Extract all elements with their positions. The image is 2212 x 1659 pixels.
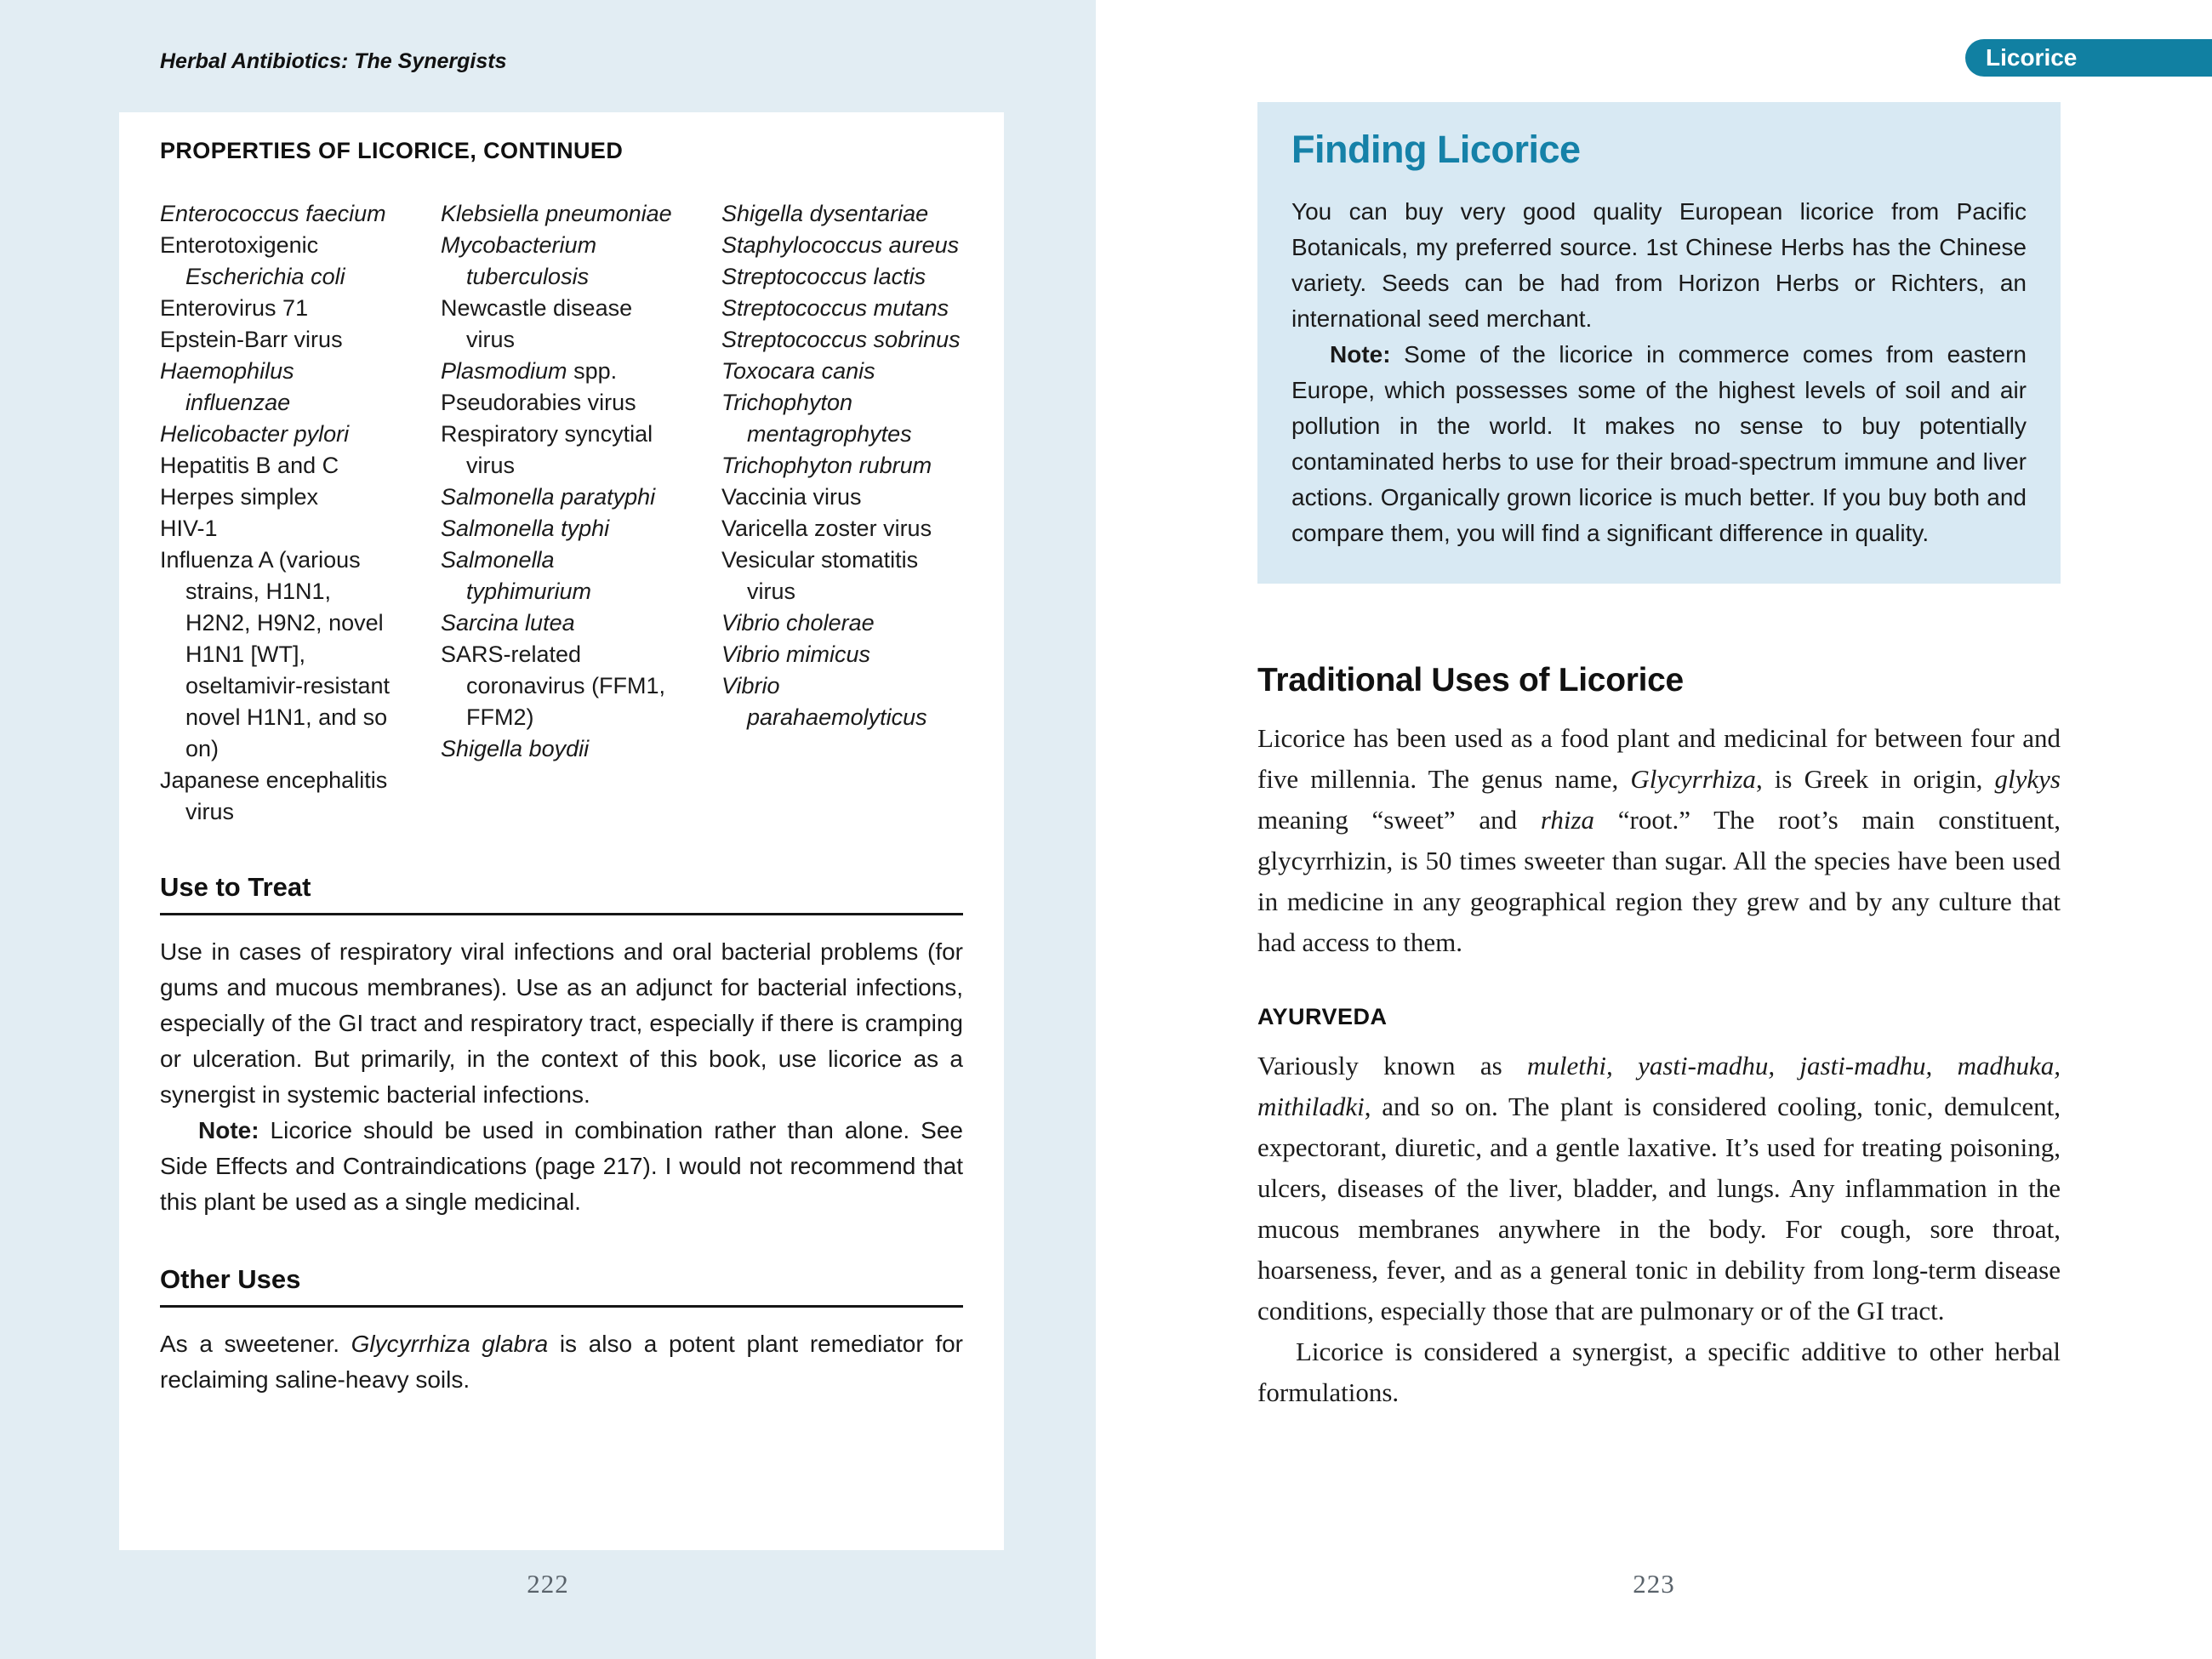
use-to-treat-note: Note: Licorice should be used in combination rather than alone. See Side Effects and Contraindications (page 217). I would not recommend that this plant be used as a single medicinal. bbox=[160, 1117, 963, 1215]
pathogen-item: Trichophyton rubrum bbox=[721, 453, 932, 478]
left-page bbox=[0, 0, 1096, 1659]
pathogen-item: Vibrio mimicus bbox=[721, 641, 871, 667]
pathogen-item: Sarcina lutea bbox=[441, 610, 575, 636]
pathogen-item: Vesicular stomatitis virus bbox=[721, 547, 919, 604]
page-number-right: 223 bbox=[1633, 1569, 1675, 1599]
traditional-uses-heading: Traditional Uses of Licorice bbox=[1257, 662, 1684, 698]
other-uses-heading: Other Uses bbox=[160, 1264, 301, 1294]
pathogen-item: Epstein-Barr virus bbox=[160, 327, 343, 352]
section-rule bbox=[160, 1305, 963, 1308]
pathogen-item: Herpes simplex bbox=[160, 484, 319, 510]
pathogen-item: Streptococcus lactis bbox=[721, 264, 926, 289]
pathogen-item: Trichophyton mentagrophytes bbox=[721, 390, 912, 447]
pathogen-item: Newcastle disease virus bbox=[441, 295, 633, 352]
pathogen-column bbox=[721, 198, 963, 828]
running-header: Herbal Antibiotics: The Synergists bbox=[160, 49, 507, 73]
other-uses-section bbox=[160, 1264, 963, 1398]
pathogen-item: HIV-1 bbox=[160, 516, 218, 541]
pathogen-column bbox=[160, 198, 402, 828]
other-uses-paragraph: As a sweetener. Glycyrrhiza glabra is also a potent plant remediator for reclaiming saline-heavy soils. bbox=[160, 1331, 963, 1393]
pathogen-item: Vibrio parahaemolyticus bbox=[721, 673, 927, 730]
pathogen-item: Vibrio cholerae bbox=[721, 610, 875, 636]
properties-box bbox=[119, 112, 1004, 1550]
ayurveda-paragraph-1: Variously known as mulethi, yasti-madhu, jasti-madhu, madhuka, mithiladki, and so on. The plant is considered cooling, tonic, demulcent, expectorant, diuretic, and a gentle laxative. It’s used for treating poisoning, ulcers, diseases of the liver, bladder, and lungs. Any inflammation in the mucous membranes anywhere in the body. For cough, sore throat, hoarseness, fever, and as a general tonic in debility from long-term disease conditions, especially those that are pulmonary or of the GI tract. bbox=[1257, 1051, 2061, 1325]
finding-licorice-note: Note: Some of the licorice in commerce comes from eastern Europe, which possesses some of the highest levels of soil and air pollution in the world. It makes no sense to buy potentially contaminated herbs to use for their broad-spectrum immune and liver actions. Organically grown licorice is much better. If you buy both and compare them, you will find a significant difference in quality. bbox=[1291, 341, 2027, 546]
pathogen-item: Influenza A (various strains, H1N1, H2N2, H9N2, novel H1N1 [WT], oseltamivir-resistant novel H1N1, and so on) bbox=[160, 547, 391, 761]
page-number-left: 222 bbox=[527, 1569, 569, 1599]
pathogen-item: Vaccinia virus bbox=[721, 484, 862, 510]
finding-licorice-title: Finding Licorice bbox=[1291, 128, 1581, 171]
right-page bbox=[1096, 0, 2212, 1659]
pathogen-item: Salmonella typhi bbox=[441, 516, 610, 541]
pathogen-item: Staphylococcus aureus bbox=[721, 232, 960, 258]
pathogen-item: Klebsiella pneumoniae bbox=[441, 201, 672, 226]
traditional-uses-paragraph: Licorice has been used as a food plant and medicinal for between four and five millennia. The genus name, Glycyrrhiza, is Greek in origin, glykys meaning “sweet” and rhiza “root.” The root’s main constituent, glycyrrhizin, is 50 times sweeter than sugar. All the species have been used in medicine in any geographical region they grew and by any culture that had access to them. bbox=[1257, 723, 2061, 957]
section-rule bbox=[160, 913, 963, 915]
pathogen-item: Enterococcus faecium bbox=[160, 201, 386, 226]
pathogen-item: Salmonella paratyphi bbox=[441, 484, 656, 510]
pathogen-item: Salmonella typhimurium bbox=[441, 547, 592, 604]
licorice-thumb-tab bbox=[1965, 39, 2212, 77]
pathogen-item: Toxocara canis bbox=[721, 358, 875, 384]
ayurveda-heading: AYURVEDA bbox=[1257, 1004, 1388, 1029]
pathogen-item: Respiratory syncytial virus bbox=[441, 421, 653, 478]
use-to-treat-section bbox=[160, 872, 963, 1220]
right-page-content bbox=[1257, 102, 2061, 1413]
pathogen-item: Plasmodium spp. bbox=[441, 358, 618, 384]
pathogen-column bbox=[441, 198, 682, 828]
pathogen-item: Japanese encephalitis virus bbox=[160, 767, 388, 824]
finding-licorice-paragraph: You can buy very good quality European licorice from Pacific Botanicals, my preferred source. 1st Chinese Herbs has the Chinese variety. Seeds can be had from Horizon Herbs or Richters, an international seed merchant. bbox=[1291, 198, 2027, 332]
pathogen-item: Enterovirus 71 bbox=[160, 295, 309, 321]
pathogen-item: Streptococcus mutans bbox=[721, 295, 949, 321]
use-to-treat-paragraph: Use in cases of respiratory viral infections and oral bacterial problems (for gums and mucous membranes). Use as an adjunct for bacterial infections, especially of the GI tract and respiratory tract, especially if there is cramping or ulceration. But primarily, in the context of this book, use licorice as a synergist in systemic bacterial infections. bbox=[160, 938, 963, 1108]
pathogen-item: Streptococcus sobrinus bbox=[721, 327, 961, 352]
pathogen-item: Enterotoxigenic Escherichia coli bbox=[160, 232, 345, 289]
pathogen-item: Pseudorabies virus bbox=[441, 390, 636, 415]
pathogen-item: Haemophilus influenzae bbox=[160, 358, 294, 415]
finding-licorice-box bbox=[1257, 102, 2061, 584]
pathogen-item: Varicella zoster virus bbox=[721, 516, 932, 541]
pathogen-item: Shigella dysentariae bbox=[721, 201, 929, 226]
thumb-tab-label: Licorice bbox=[1986, 44, 2078, 71]
pathogen-item: Helicobacter pylori bbox=[160, 421, 350, 447]
pathogen-item: Shigella boydii bbox=[441, 736, 590, 761]
use-to-treat-heading: Use to Treat bbox=[160, 872, 311, 902]
pathogen-item: Mycobacterium tuberculosis bbox=[441, 232, 597, 289]
pathogen-item: SARS-related coronavirus (FFM1, FFM2) bbox=[441, 641, 666, 730]
pathogen-item: Hepatitis B and C bbox=[160, 453, 339, 478]
properties-box-title: PROPERTIES OF LICORICE, CONTINUED bbox=[160, 138, 624, 163]
ayurveda-paragraph-2: Licorice is considered a synergist, a specific additive to other herbal formulations. bbox=[1257, 1337, 2061, 1407]
pathogen-columns bbox=[160, 198, 963, 828]
